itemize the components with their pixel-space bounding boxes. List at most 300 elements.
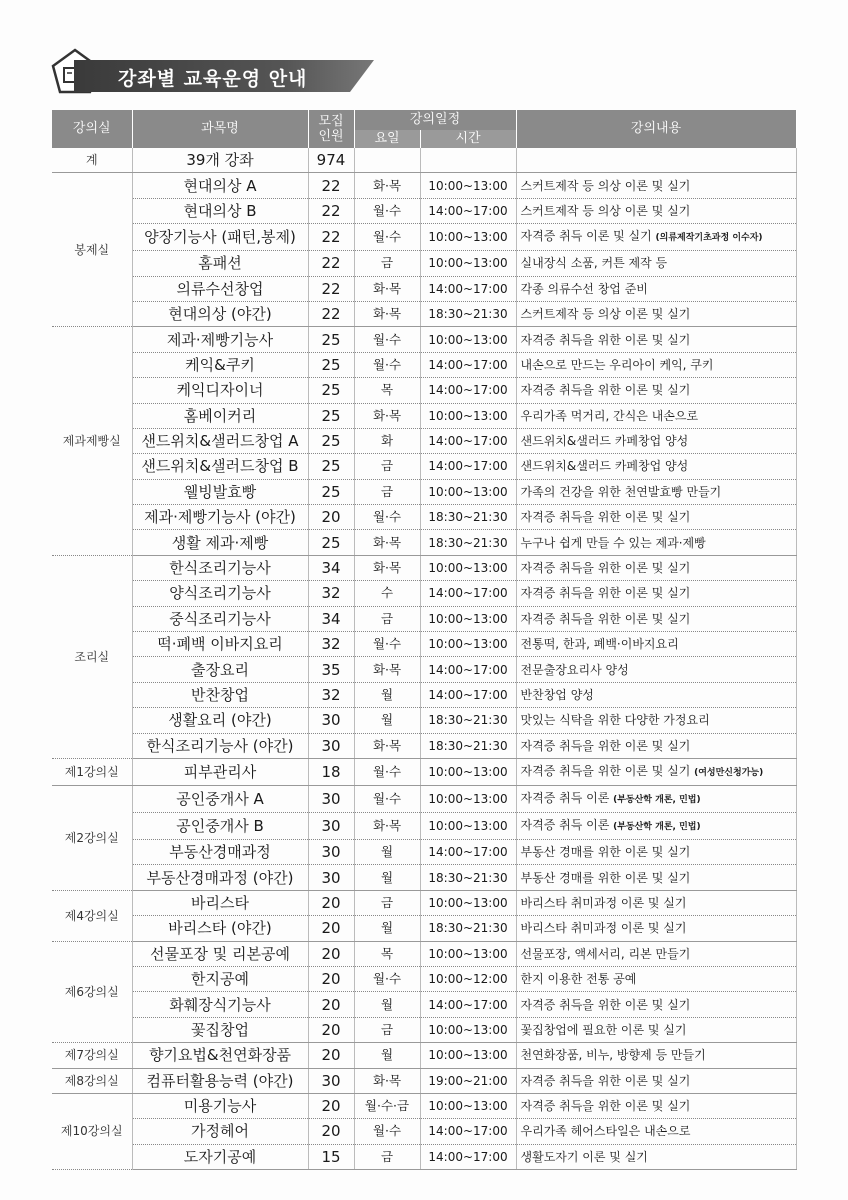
- course-name: 꽃집창업: [132, 1017, 308, 1042]
- table-row: [52, 581, 796, 606]
- capacity-cell: 35: [308, 657, 354, 682]
- total-courses: 39개 강좌: [132, 148, 308, 173]
- course-name: 피부관리사: [132, 758, 308, 785]
- time-cell: 14:00~17:00: [420, 454, 516, 479]
- capacity-cell: 30: [308, 865, 354, 890]
- course-name: 제과·제빵기능사: [132, 327, 308, 352]
- day-cell: 금: [354, 1144, 420, 1169]
- time-cell: 10:00~13:00: [420, 758, 516, 785]
- table-row: [52, 479, 796, 504]
- table-row: [52, 301, 796, 326]
- capacity-cell: 34: [308, 555, 354, 580]
- table-row: [52, 1119, 796, 1144]
- table-row: [52, 606, 796, 631]
- content-text: 자격증 취득을 위한 이론 및 실기: [520, 383, 691, 398]
- time-cell: 10:00~12:00: [420, 966, 516, 991]
- capacity-cell: 30: [308, 708, 354, 733]
- capacity-cell: 34: [308, 606, 354, 631]
- course-name: 의류수선창업: [132, 276, 308, 301]
- content-cell: [516, 916, 796, 941]
- day-cell: 월: [354, 916, 420, 941]
- time-cell: 14:00~17:00: [420, 428, 516, 453]
- table-row: [52, 839, 796, 864]
- time-cell: 14:00~17:00: [420, 657, 516, 682]
- content-text: 바리스타 취미과정 이론 및 실기: [520, 921, 687, 936]
- content-note: (의류제작기초과정 이수자): [655, 233, 763, 244]
- course-name: 생활 제과·제빵: [132, 530, 308, 555]
- course-name: 바리스타 (야간): [132, 916, 308, 941]
- table-row: [52, 785, 796, 812]
- course-name: 화훼장식기능사: [132, 992, 308, 1017]
- capacity-cell: 22: [308, 173, 354, 198]
- content-cell: [516, 657, 796, 682]
- content-text: 선물포장, 액세서리, 리본 만들기: [520, 946, 691, 961]
- day-cell: 월·수: [354, 198, 420, 223]
- day-cell: 화·목: [354, 276, 420, 301]
- time-cell: 10:00~13:00: [420, 555, 516, 580]
- time-cell: 10:00~13:00: [420, 890, 516, 915]
- table-row: [52, 916, 796, 941]
- day-cell: 금: [354, 606, 420, 631]
- room-cell: 제4강의실: [52, 890, 132, 941]
- content-cell: [516, 992, 796, 1017]
- header-day: 요일: [354, 130, 420, 148]
- table-row: [52, 682, 796, 707]
- table-row: [52, 1017, 796, 1042]
- table-row: [52, 251, 796, 276]
- header-time: 시간: [420, 130, 516, 148]
- course-name: 출장요리: [132, 657, 308, 682]
- day-cell: 월·수: [354, 758, 420, 785]
- day-cell: 화·목: [354, 1068, 420, 1093]
- capacity-cell: 30: [308, 1068, 354, 1093]
- course-name: 현대의상 A: [132, 173, 308, 198]
- content-text: 전문출장요리사 양성: [520, 662, 629, 677]
- day-cell: 화·목: [354, 530, 420, 555]
- room-cell: 제과제빵실: [52, 327, 132, 556]
- content-text: 자격증 취득을 위한 이론 및 실기: [520, 763, 695, 778]
- course-name: 샌드위치&샐러드창업 A: [132, 428, 308, 453]
- content-cell: [516, 1068, 796, 1093]
- course-name: 도자기공예: [132, 1144, 308, 1169]
- content-text: 자격증 취득을 위한 이론 및 실기: [520, 332, 691, 347]
- time-cell: 10:00~13:00: [420, 224, 516, 251]
- capacity-cell: 30: [308, 733, 354, 758]
- capacity-cell: 22: [308, 301, 354, 326]
- content-text: 우리가족 먹거리, 간식은 내손으로: [520, 408, 699, 423]
- course-name: 가정헤어: [132, 1119, 308, 1144]
- total-day: [354, 148, 420, 173]
- capacity-cell: 32: [308, 682, 354, 707]
- time-cell: 14:00~17:00: [420, 378, 516, 403]
- day-cell: 화·목: [354, 403, 420, 428]
- capacity-cell: 30: [308, 785, 354, 812]
- capacity-cell: 20: [308, 1017, 354, 1042]
- capacity-cell: 32: [308, 581, 354, 606]
- capacity-cell: 25: [308, 352, 354, 377]
- time-cell: 19:00~21:00: [420, 1068, 516, 1093]
- content-cell: [516, 1043, 796, 1068]
- day-cell: 화·목: [354, 733, 420, 758]
- day-cell: 화·목: [354, 812, 420, 839]
- course-name: 생활요리 (야간): [132, 708, 308, 733]
- content-text: 맛있는 식탁을 위한 다양한 가정요리: [520, 713, 710, 728]
- time-cell: 18:30~21:30: [420, 505, 516, 530]
- course-name: 제과·제빵기능사 (야간): [132, 505, 308, 530]
- content-text: 자격증 취득을 위한 이론 및 실기: [520, 561, 691, 576]
- table-row: [52, 1144, 796, 1169]
- content-cell: [516, 555, 796, 580]
- time-cell: 14:00~17:00: [420, 992, 516, 1017]
- day-cell: 금: [354, 890, 420, 915]
- day-cell: 금: [354, 1017, 420, 1042]
- capacity-cell: 20: [308, 505, 354, 530]
- table-row: [52, 428, 796, 453]
- time-cell: 14:00~17:00: [420, 352, 516, 377]
- day-cell: 월·수: [354, 224, 420, 251]
- content-cell: [516, 632, 796, 657]
- capacity-cell: 22: [308, 198, 354, 223]
- total-capacity: 974: [308, 148, 354, 173]
- capacity-cell: 20: [308, 916, 354, 941]
- content-cell: [516, 1144, 796, 1169]
- table-row: [52, 966, 796, 991]
- table-row: [52, 352, 796, 377]
- day-cell: 화·목: [354, 301, 420, 326]
- content-text: 자격증 취득 이론 및 실기: [520, 229, 656, 244]
- content-cell: [516, 758, 796, 785]
- capacity-cell: 20: [308, 1119, 354, 1144]
- table-header: [52, 110, 796, 148]
- content-text: 자격증 취득을 위한 이론 및 실기: [520, 738, 691, 753]
- time-cell: 14:00~17:00: [420, 682, 516, 707]
- day-cell: 월·수: [354, 352, 420, 377]
- time-cell: 14:00~17:00: [420, 581, 516, 606]
- course-name: 한식조리기능사: [132, 555, 308, 580]
- time-cell: 14:00~17:00: [420, 839, 516, 864]
- day-cell: 화: [354, 428, 420, 453]
- course-name: 미용기능사: [132, 1093, 308, 1118]
- header-content: 강의내용: [516, 110, 796, 148]
- course-name: 떡·폐백 이바지요리: [132, 632, 308, 657]
- content-cell: [516, 276, 796, 301]
- course-name: 바리스타: [132, 890, 308, 915]
- time-cell: 10:00~13:00: [420, 173, 516, 198]
- course-name: 웰빙발효빵: [132, 479, 308, 504]
- content-text: 자격증 취득을 위한 이론 및 실기: [520, 1073, 691, 1088]
- capacity-cell: 22: [308, 276, 354, 301]
- capacity-cell: 22: [308, 251, 354, 276]
- content-cell: [516, 581, 796, 606]
- content-cell: [516, 733, 796, 758]
- content-text: 샌드위치&샐러드 카페창업 양성: [520, 434, 689, 449]
- content-cell: [516, 352, 796, 377]
- content-text: 전통떡, 한과, 폐백·이바지요리: [520, 637, 679, 652]
- time-cell: 18:30~21:30: [420, 733, 516, 758]
- content-text: 반찬창업 양성: [520, 688, 594, 702]
- day-cell: 월: [354, 708, 420, 733]
- time-cell: 10:00~13:00: [420, 632, 516, 657]
- day-cell: 월·수: [354, 505, 420, 530]
- content-cell: [516, 378, 796, 403]
- course-name: 중식조리기능사: [132, 606, 308, 631]
- capacity-cell: 18: [308, 758, 354, 785]
- capacity-cell: 20: [308, 941, 354, 966]
- content-cell: [516, 505, 796, 530]
- header-course: 과목명: [132, 110, 308, 148]
- table-row: [52, 812, 796, 839]
- content-text: 자격증 취득을 위한 이론 및 실기: [520, 611, 691, 626]
- course-name: 케익디자이너: [132, 378, 308, 403]
- day-cell: 월·수·금: [354, 1093, 420, 1118]
- time-cell: 10:00~13:00: [420, 479, 516, 504]
- section-header: [50, 48, 370, 94]
- course-name: 케익&쿠키: [132, 352, 308, 377]
- course-name: 선물포장 및 리본공예: [132, 941, 308, 966]
- time-cell: 14:00~17:00: [420, 1144, 516, 1169]
- content-text: 가족의 건강을 위한 천연발효빵 만들기: [520, 484, 722, 499]
- capacity-cell: 25: [308, 378, 354, 403]
- day-cell: 화·목: [354, 657, 420, 682]
- content-text: 각종 의류수선 창업 준비: [520, 281, 648, 296]
- content-cell: [516, 682, 796, 707]
- content-text: 한지 이용한 전통 공예: [520, 972, 637, 987]
- course-name: 양식조리기능사: [132, 581, 308, 606]
- content-text: 스커트제작 등 의상 이론 및 실기: [520, 178, 691, 193]
- course-name: 공인중개사 B: [132, 812, 308, 839]
- table-row: [52, 378, 796, 403]
- table-row: [52, 1043, 796, 1068]
- capacity-cell: 20: [308, 890, 354, 915]
- table-row: [52, 890, 796, 915]
- day-cell: 월: [354, 682, 420, 707]
- time-cell: 18:30~21:30: [420, 708, 516, 733]
- total-content: [516, 148, 796, 173]
- header-schedule: 강의일정: [354, 110, 516, 130]
- capacity-cell: 15: [308, 1144, 354, 1169]
- capacity-cell: 25: [308, 479, 354, 504]
- capacity-cell: 30: [308, 812, 354, 839]
- capacity-cell: 25: [308, 530, 354, 555]
- room-cell: 조리실: [52, 555, 132, 758]
- course-name: 홈베이커리: [132, 403, 308, 428]
- table-row: [52, 224, 796, 251]
- day-cell: 월: [354, 1043, 420, 1068]
- time-cell: 18:30~21:30: [420, 301, 516, 326]
- table-row: [52, 992, 796, 1017]
- content-text: 바리스타 취미과정 이론 및 실기: [520, 895, 687, 910]
- course-name: 부동산경매과정 (야간): [132, 865, 308, 890]
- time-cell: 10:00~13:00: [420, 785, 516, 812]
- table-body: [52, 148, 796, 1170]
- day-cell: 목: [354, 941, 420, 966]
- content-note: (부동산학 개론, 민법): [613, 794, 701, 805]
- capacity-cell: 20: [308, 1093, 354, 1118]
- room-cell: 제6강의실: [52, 941, 132, 1043]
- content-cell: [516, 1093, 796, 1118]
- course-name: 한식조리기능사 (야간): [132, 733, 308, 758]
- content-cell: [516, 941, 796, 966]
- table-row: [52, 758, 796, 785]
- content-text: 부동산 경매를 위한 이론 및 실기: [520, 870, 691, 885]
- day-cell: 월·수: [354, 327, 420, 352]
- capacity-cell: 25: [308, 403, 354, 428]
- time-cell: 14:00~17:00: [420, 1119, 516, 1144]
- course-name: 샌드위치&샐러드창업 B: [132, 454, 308, 479]
- content-cell: [516, 839, 796, 864]
- table-row: [52, 941, 796, 966]
- table-row: [52, 657, 796, 682]
- content-cell: [516, 327, 796, 352]
- course-name: 컴퓨터활용능력 (야간): [132, 1068, 308, 1093]
- day-cell: 수: [354, 581, 420, 606]
- header-capacity: 모집 인원: [308, 110, 354, 148]
- time-cell: 10:00~13:00: [420, 812, 516, 839]
- room-cell: 제10강의실: [52, 1093, 132, 1169]
- room-cell: 봉제실: [52, 173, 132, 327]
- content-cell: [516, 224, 796, 251]
- table-row: [52, 403, 796, 428]
- capacity-cell: 25: [308, 428, 354, 453]
- content-note: (부동산학 개론, 민법): [613, 821, 701, 832]
- total-row: [52, 148, 796, 173]
- room-cell: 제2강의실: [52, 785, 132, 890]
- course-name: 공인중개사 A: [132, 785, 308, 812]
- page-title: 강좌별 교육운영 안내: [118, 68, 308, 90]
- course-name: 한지공예: [132, 966, 308, 991]
- content-cell: [516, 890, 796, 915]
- day-cell: 월: [354, 839, 420, 864]
- table-row: [52, 454, 796, 479]
- course-name: 향기요법&천연화장품: [132, 1043, 308, 1068]
- content-cell: [516, 173, 796, 198]
- course-table: [52, 110, 797, 1170]
- content-cell: [516, 812, 796, 839]
- content-cell: [516, 301, 796, 326]
- content-text: 스커트제작 등 의상 이론 및 실기: [520, 307, 691, 322]
- table-row: [52, 708, 796, 733]
- time-cell: 10:00~13:00: [420, 606, 516, 631]
- content-text: 우리가족 헤어스타일은 내손으로: [520, 1124, 691, 1139]
- course-name: 반찬창업: [132, 682, 308, 707]
- course-name: 현대의상 B: [132, 198, 308, 223]
- capacity-cell: 25: [308, 327, 354, 352]
- table-row: [52, 555, 796, 580]
- table-row: [52, 198, 796, 223]
- content-text: 실내장식 소품, 커튼 제작 등: [520, 256, 668, 271]
- content-text: 자격증 취득 이론: [520, 817, 614, 832]
- day-cell: 목: [354, 378, 420, 403]
- content-note: (여성만신청가능): [694, 767, 764, 778]
- capacity-cell: 20: [308, 1043, 354, 1068]
- time-cell: 10:00~13:00: [420, 327, 516, 352]
- table-row: [52, 276, 796, 301]
- day-cell: 월·수: [354, 966, 420, 991]
- time-cell: 18:30~21:30: [420, 530, 516, 555]
- day-cell: 금: [354, 454, 420, 479]
- content-text: 생활도자기 이론 및 실기: [520, 1149, 648, 1164]
- room-cell: 제1강의실: [52, 758, 132, 785]
- capacity-cell: 30: [308, 839, 354, 864]
- time-cell: 10:00~13:00: [420, 1093, 516, 1118]
- content-text: 천연화장품, 비누, 방향제 등 만들기: [520, 1048, 706, 1063]
- time-cell: 18:30~21:30: [420, 916, 516, 941]
- content-cell: [516, 428, 796, 453]
- time-cell: 14:00~17:00: [420, 198, 516, 223]
- time-cell: 10:00~13:00: [420, 403, 516, 428]
- day-cell: 월·수: [354, 785, 420, 812]
- total-label: 계: [52, 148, 132, 173]
- content-cell: [516, 966, 796, 991]
- room-cell: 제8강의실: [52, 1068, 132, 1093]
- content-text: 부동산 경매를 위한 이론 및 실기: [520, 845, 691, 860]
- course-name: 부동산경매과정: [132, 839, 308, 864]
- day-cell: 금: [354, 251, 420, 276]
- day-cell: 월·수: [354, 632, 420, 657]
- day-cell: 화·목: [354, 555, 420, 580]
- table-row: [52, 173, 796, 198]
- course-name: 홈패션: [132, 251, 308, 276]
- table-row: [52, 1093, 796, 1118]
- content-cell: [516, 403, 796, 428]
- content-text: 내손으로 만드는 우리아이 케익, 쿠키: [520, 357, 714, 372]
- content-cell: [516, 708, 796, 733]
- content-text: 자격증 취득을 위한 이론 및 실기: [520, 997, 691, 1012]
- table-row: [52, 865, 796, 890]
- total-time: [420, 148, 516, 173]
- content-text: 자격증 취득을 위한 이론 및 실기: [520, 510, 691, 525]
- day-cell: 금: [354, 479, 420, 504]
- content-text: 꽃집창업에 필요한 이론 및 실기: [520, 1022, 687, 1037]
- day-cell: 월: [354, 865, 420, 890]
- capacity-cell: 32: [308, 632, 354, 657]
- time-cell: 18:30~21:30: [420, 865, 516, 890]
- room-cell: 제7강의실: [52, 1043, 132, 1068]
- capacity-cell: 25: [308, 454, 354, 479]
- day-cell: 화·목: [354, 173, 420, 198]
- content-cell: [516, 530, 796, 555]
- table-row: [52, 632, 796, 657]
- content-text: 스커트제작 등 의상 이론 및 실기: [520, 203, 691, 218]
- content-cell: [516, 1017, 796, 1042]
- content-cell: [516, 606, 796, 631]
- table-row: [52, 530, 796, 555]
- day-cell: 월: [354, 992, 420, 1017]
- content-text: 자격증 취득을 위한 이론 및 실기: [520, 586, 691, 601]
- table-row: [52, 327, 796, 352]
- content-text: 자격증 취득 이론: [520, 790, 614, 805]
- table-row: [52, 505, 796, 530]
- time-cell: 10:00~13:00: [420, 251, 516, 276]
- content-cell: [516, 454, 796, 479]
- content-cell: [516, 865, 796, 890]
- content-cell: [516, 1119, 796, 1144]
- content-cell: [516, 198, 796, 223]
- capacity-cell: 20: [308, 992, 354, 1017]
- capacity-cell: 20: [308, 966, 354, 991]
- header-room: 강의실: [52, 110, 132, 148]
- course-name: 현대의상 (야간): [132, 301, 308, 326]
- content-cell: [516, 785, 796, 812]
- day-cell: 월·수: [354, 1119, 420, 1144]
- table-row: [52, 1068, 796, 1093]
- content-cell: [516, 479, 796, 504]
- time-cell: 14:00~17:00: [420, 276, 516, 301]
- content-text: 샌드위치&샐러드 카페창업 양성: [520, 459, 689, 474]
- content-cell: [516, 251, 796, 276]
- table-row: [52, 733, 796, 758]
- course-name: 양장기능사 (패턴,봉제): [132, 224, 308, 251]
